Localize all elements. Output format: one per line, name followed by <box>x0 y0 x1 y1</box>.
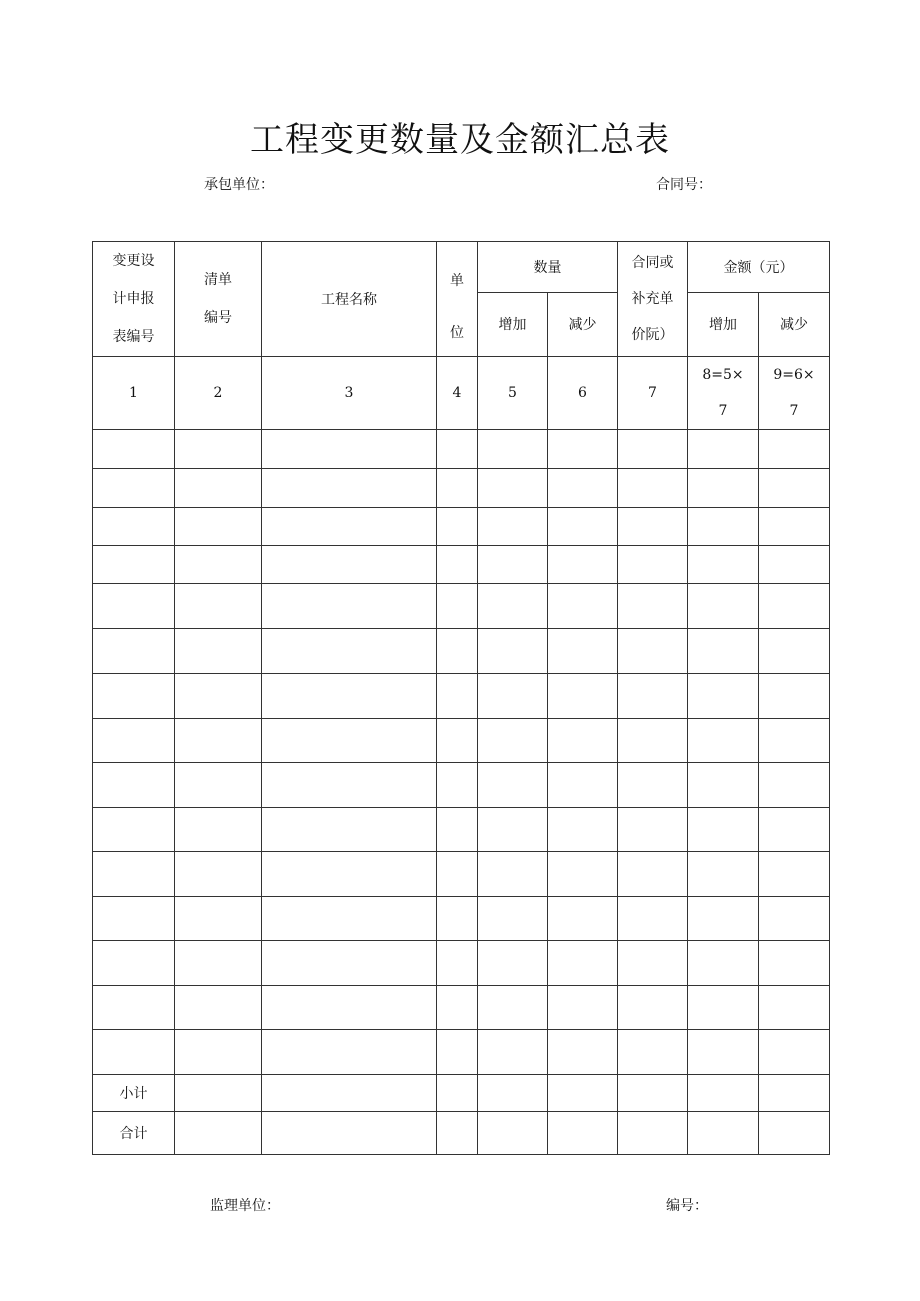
table-cell <box>262 430 437 469</box>
table-cell <box>759 546 830 584</box>
table-row <box>93 808 830 852</box>
table-cell <box>688 897 759 941</box>
table-cell <box>437 852 478 897</box>
table-cell <box>175 986 262 1030</box>
table-cell <box>759 629 830 674</box>
table-cell <box>437 508 478 546</box>
table-cell <box>262 508 437 546</box>
table-cell <box>262 546 437 584</box>
header-text-line: 7 <box>789 403 799 419</box>
table-cell <box>618 584 688 629</box>
table-cell <box>478 986 548 1030</box>
table-cell <box>759 986 830 1030</box>
table-cell <box>93 1030 175 1075</box>
header-text-line: 单 <box>450 273 464 289</box>
table-cell <box>688 986 759 1030</box>
index-cell: 4 <box>437 357 478 430</box>
table-cell <box>478 1112 548 1155</box>
table-cell <box>478 584 548 629</box>
table-cell <box>618 546 688 584</box>
table-cell <box>478 1075 548 1112</box>
table-cell <box>688 674 759 719</box>
table-cell <box>437 1030 478 1075</box>
table-cell <box>548 1030 618 1075</box>
header-change-number <box>93 242 175 357</box>
table-cell <box>618 763 688 808</box>
header-text-line: 编号 <box>204 310 232 326</box>
table-cell <box>175 629 262 674</box>
table-row <box>93 763 830 808</box>
table-cell <box>93 469 175 508</box>
table-row <box>93 430 830 469</box>
table-cell <box>175 674 262 719</box>
table-cell <box>688 852 759 897</box>
table-cell <box>759 719 830 763</box>
table-row <box>93 674 830 719</box>
table-cell <box>548 941 618 986</box>
table-cell <box>437 897 478 941</box>
table-cell <box>688 763 759 808</box>
table-cell <box>478 763 548 808</box>
table-cell <box>262 629 437 674</box>
table-cell <box>262 763 437 808</box>
table-cell <box>93 430 175 469</box>
header-text-line: 合同或 <box>631 255 674 271</box>
table-cell <box>437 629 478 674</box>
header-text-line: 7 <box>718 403 728 419</box>
table-cell <box>618 469 688 508</box>
table-cell <box>618 1112 688 1155</box>
header-amount: 金额（元） <box>688 242 830 293</box>
table-cell <box>618 719 688 763</box>
table-row <box>93 508 830 546</box>
table-cell <box>548 1112 618 1155</box>
table-cell <box>478 1030 548 1075</box>
table-row <box>93 941 830 986</box>
table-cell <box>618 629 688 674</box>
table-cell <box>262 469 437 508</box>
table-cell <box>548 546 618 584</box>
table-row <box>93 897 830 941</box>
table-cell <box>93 674 175 719</box>
table-row <box>93 629 830 674</box>
table-cell <box>548 719 618 763</box>
table-row <box>93 719 830 763</box>
header-text-line: 9=6× <box>773 367 815 383</box>
table-cell <box>618 508 688 546</box>
table-cell <box>759 674 830 719</box>
table-cell <box>93 763 175 808</box>
table-cell <box>688 1075 759 1112</box>
table-cell <box>478 508 548 546</box>
table-cell <box>93 629 175 674</box>
table-cell <box>759 1112 830 1155</box>
header-quantity-decrease: 减少 <box>548 292 618 356</box>
table-cell <box>437 1112 478 1155</box>
header-text-line: 补充单 <box>631 291 674 307</box>
table-cell <box>618 808 688 852</box>
total-row <box>93 1112 830 1155</box>
table-cell <box>759 852 830 897</box>
table-cell <box>93 546 175 584</box>
table-cell <box>437 1075 478 1112</box>
contractor-label: 承包单位： <box>204 177 274 193</box>
table-cell <box>175 763 262 808</box>
table-cell <box>262 719 437 763</box>
table-cell <box>759 1030 830 1075</box>
table-cell <box>175 584 262 629</box>
index-cell: 2 <box>175 357 262 430</box>
table-cell <box>688 430 759 469</box>
header-text-line: 位 <box>450 325 464 341</box>
table-cell <box>93 584 175 629</box>
total-label: 合计 <box>93 1112 175 1155</box>
table-cell <box>548 986 618 1030</box>
table-cell <box>548 897 618 941</box>
table-cell <box>93 897 175 941</box>
table-cell <box>262 941 437 986</box>
table-cell <box>548 430 618 469</box>
table-cell <box>618 897 688 941</box>
table-cell <box>175 941 262 986</box>
table-cell <box>437 469 478 508</box>
table-row <box>93 584 830 629</box>
table-cell <box>93 808 175 852</box>
table-cell <box>478 430 548 469</box>
table-cell <box>548 629 618 674</box>
table-cell <box>548 808 618 852</box>
table-cell <box>478 674 548 719</box>
header-text-line: 变更设 <box>112 253 155 269</box>
table-cell <box>688 508 759 546</box>
serial-number-label: 编号： <box>666 1198 708 1214</box>
subtotal-label: 小计 <box>93 1075 175 1112</box>
table-cell <box>548 674 618 719</box>
formula-decrease-cell <box>759 357 830 430</box>
table-cell <box>759 941 830 986</box>
table-cell <box>175 469 262 508</box>
table-cell <box>759 469 830 508</box>
table-cell <box>478 941 548 986</box>
table-cell <box>262 986 437 1030</box>
table-cell <box>175 1075 262 1112</box>
table-cell <box>478 469 548 508</box>
table-cell <box>175 719 262 763</box>
table-cell <box>93 852 175 897</box>
table-cell <box>548 852 618 897</box>
page-title: 工程变更数量及金额汇总表 <box>250 120 670 160</box>
subtotal-row <box>93 1075 830 1112</box>
table-cell <box>175 1112 262 1155</box>
table-cell <box>618 986 688 1030</box>
table-cell <box>478 808 548 852</box>
table-cell <box>437 719 478 763</box>
table-cell <box>437 674 478 719</box>
header-text-line: 计申报 <box>112 291 155 307</box>
table-cell <box>262 1112 437 1155</box>
table-cell <box>688 469 759 508</box>
index-cell: 5 <box>478 357 548 430</box>
table-cell <box>688 629 759 674</box>
table-row <box>93 852 830 897</box>
contract-number-label: 合同号： <box>656 177 712 193</box>
table-cell <box>759 897 830 941</box>
table-cell <box>262 584 437 629</box>
table-cell <box>93 719 175 763</box>
header-amount-increase: 增加 <box>688 292 759 356</box>
table-cell <box>688 808 759 852</box>
formula-increase-cell <box>688 357 759 430</box>
table-cell <box>618 852 688 897</box>
header-project-name: 工程名称 <box>262 242 437 357</box>
table-cell <box>437 941 478 986</box>
index-cell: 7 <box>618 357 688 430</box>
table-cell <box>688 546 759 584</box>
header-item-number <box>175 242 262 357</box>
table-cell <box>175 852 262 897</box>
table-cell <box>548 508 618 546</box>
table-cell <box>478 546 548 584</box>
table-cell <box>478 629 548 674</box>
index-cell: 3 <box>262 357 437 430</box>
table-cell <box>93 941 175 986</box>
table-row <box>93 1030 830 1075</box>
table-row <box>93 469 830 508</box>
table-row <box>93 986 830 1030</box>
table-cell <box>759 508 830 546</box>
table-cell <box>759 808 830 852</box>
header-text-line: 清单 <box>204 272 232 288</box>
table-cell <box>175 897 262 941</box>
table-cell <box>618 1075 688 1112</box>
table-cell <box>175 808 262 852</box>
table-cell <box>262 897 437 941</box>
table-cell <box>688 719 759 763</box>
table-cell <box>618 941 688 986</box>
table-cell <box>262 1075 437 1112</box>
table-cell <box>262 852 437 897</box>
table-cell <box>548 469 618 508</box>
header-unit <box>437 242 478 357</box>
table-cell <box>548 763 618 808</box>
header-text-line: 8=5× <box>702 367 744 383</box>
header-quantity-increase: 增加 <box>478 292 548 356</box>
table-cell <box>688 584 759 629</box>
table-cell <box>437 584 478 629</box>
table-cell <box>478 897 548 941</box>
table-cell <box>548 584 618 629</box>
table-cell <box>759 584 830 629</box>
table-cell <box>618 430 688 469</box>
header-quantity: 数量 <box>478 242 618 293</box>
index-cell: 1 <box>93 357 175 430</box>
summary-table <box>92 241 830 1155</box>
table-cell <box>437 546 478 584</box>
table-cell <box>618 1030 688 1075</box>
table-cell <box>759 763 830 808</box>
table-cell <box>548 1075 618 1112</box>
header-unit-price <box>618 242 688 357</box>
table-cell <box>437 763 478 808</box>
supervisor-label: 监理单位： <box>210 1198 280 1214</box>
header-amount-decrease: 减少 <box>759 292 830 356</box>
table-cell <box>688 1030 759 1075</box>
table-cell <box>437 986 478 1030</box>
table-cell <box>175 546 262 584</box>
table-cell <box>175 508 262 546</box>
index-cell: 6 <box>548 357 618 430</box>
table-cell <box>175 1030 262 1075</box>
table-cell <box>688 941 759 986</box>
table-cell <box>478 852 548 897</box>
table-cell <box>262 674 437 719</box>
table-cell <box>759 430 830 469</box>
table-cell <box>262 1030 437 1075</box>
table-row <box>93 546 830 584</box>
table-cell <box>688 1112 759 1155</box>
table-cell <box>437 430 478 469</box>
header-text-line: 价阮） <box>631 327 674 343</box>
table-cell <box>618 674 688 719</box>
table-cell <box>93 508 175 546</box>
table-cell <box>478 719 548 763</box>
table-cell <box>175 430 262 469</box>
table-cell <box>437 808 478 852</box>
table-cell <box>262 808 437 852</box>
table-cell <box>93 986 175 1030</box>
table-cell <box>759 1075 830 1112</box>
header-text-line: 表编号 <box>112 329 155 345</box>
